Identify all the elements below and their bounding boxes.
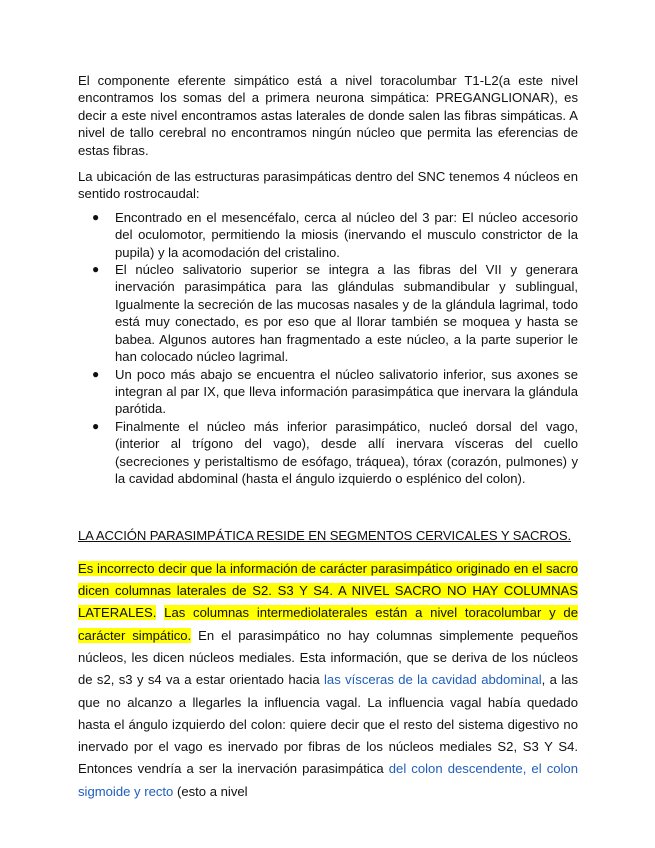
list-item-text: Finalmente el núcleo más inferior parasimpático, nucleó dorsal del vago, (interior al trígono del vago), desde allí inervara vísceras del cuello (secreciones y peristaltismo de esófago, tráquea), tórax (corazón, pulmones) y la cavidad abdominal (hasta el ángulo izquierdo o esplénico del colon). xyxy=(115,418,578,486)
body-text: En el parasimpático no hay columnas simplemente pequeños núcleos, les dicen núcleos mediales. Esta información, que se deriva de los núcleos de s2, s3 y s4 va a estar orientado hacia xyxy=(78,627,578,688)
list-item xyxy=(92,261,578,365)
bullet-dot-icon: ● xyxy=(92,262,100,277)
document-page xyxy=(78,72,578,803)
paragraph-sacral-parasympathetic xyxy=(78,558,578,803)
highlighted-text: Es incorrecto decir que la información de carácter parasimpático originado en el sacro dicen columnas laterales de S2. S3 Y S4. A NIVEL SACRO NO HAY COLUMNAS LATERALES. xyxy=(78,560,578,621)
blue-text: del colon descendente, el colon sigmoide y recto xyxy=(78,761,578,799)
bullet-dot-icon: ● xyxy=(92,209,100,224)
bullet-dot-icon: ● xyxy=(92,418,100,433)
nuclei-bullet-list xyxy=(78,209,578,488)
paragraph-parasympathetic-location: La ubicación de las estructuras parasimpáticas dentro del SNC tenemos 4 núcleos en sentido rostrocaudal: xyxy=(78,169,578,202)
list-item xyxy=(92,366,578,418)
paragraph-sympathetic-efferent: El componente eferente simpático está a nivel toracolumbar T1-L2(a este nivel encontramos los somas del a primera neurona simpática: PREGANGLIONAR), es decir a este nivel encontramos astas laterales de donde salen las fibras simpáticas. A nivel de tallo cerebral no encontramos ningún núcleo que permita las eferencias de estas fibras. xyxy=(78,73,578,158)
list-item-text: Encontrado en el mesencéfalo, cerca al núcleo del 3 par: El núcleo accesorio del oculomotor, permitiendo la miosis (inervando el musculo constrictor de la pupila) y la acomodación del cristalino. xyxy=(115,209,578,260)
list-item-text: El núcleo salivatorio superior se integra a las fibras del VII y generara inervación parasimpática para las glándulas submandibular y sublingual, Igualmente la secreción de las mucosas nasales y de la glándula lagrimal, todo está muy conectado, es por eso que al llorar también se moquea y hasta se babea. Algunos autores han fragmentado a este núcleo, a la parte superior le han colocado núcleo lagrimal. xyxy=(115,262,578,365)
list-item xyxy=(92,209,578,261)
list-item-text: Un poco más abajo se encuentra el núcleo salivatorio inferior, sus axones se integran al par IX, que lleva información parasimpática que inervara la glándula parótida. xyxy=(115,366,578,417)
blue-text: las vísceras de la cavidad abdominal xyxy=(324,672,542,688)
body-text: , a las que no alcanzo a llegarles la influencia vagal. La influencia vagal había quedado hasta el ángulo izquierdo del colon: quiere decir que el resto del sistema digestivo no inervado por el vago es inervado por fibras de los núcleos mediales S2, S3 Y S4. Entonces vendría a ser la inervación parasimpática xyxy=(78,672,579,777)
section-heading: LA ACCIÓN PARASIMPÁTICA RESIDE EN SEGMENTOS CERVICALES Y SACROS. xyxy=(78,528,572,544)
highlighted-text: Las columnas intermediolaterales están a nivel toracolumbar y de carácter simpático. xyxy=(78,605,578,643)
bullet-dot-icon: ● xyxy=(92,366,100,381)
list-item xyxy=(92,418,578,488)
body-text: (esto a nivel xyxy=(176,783,248,799)
